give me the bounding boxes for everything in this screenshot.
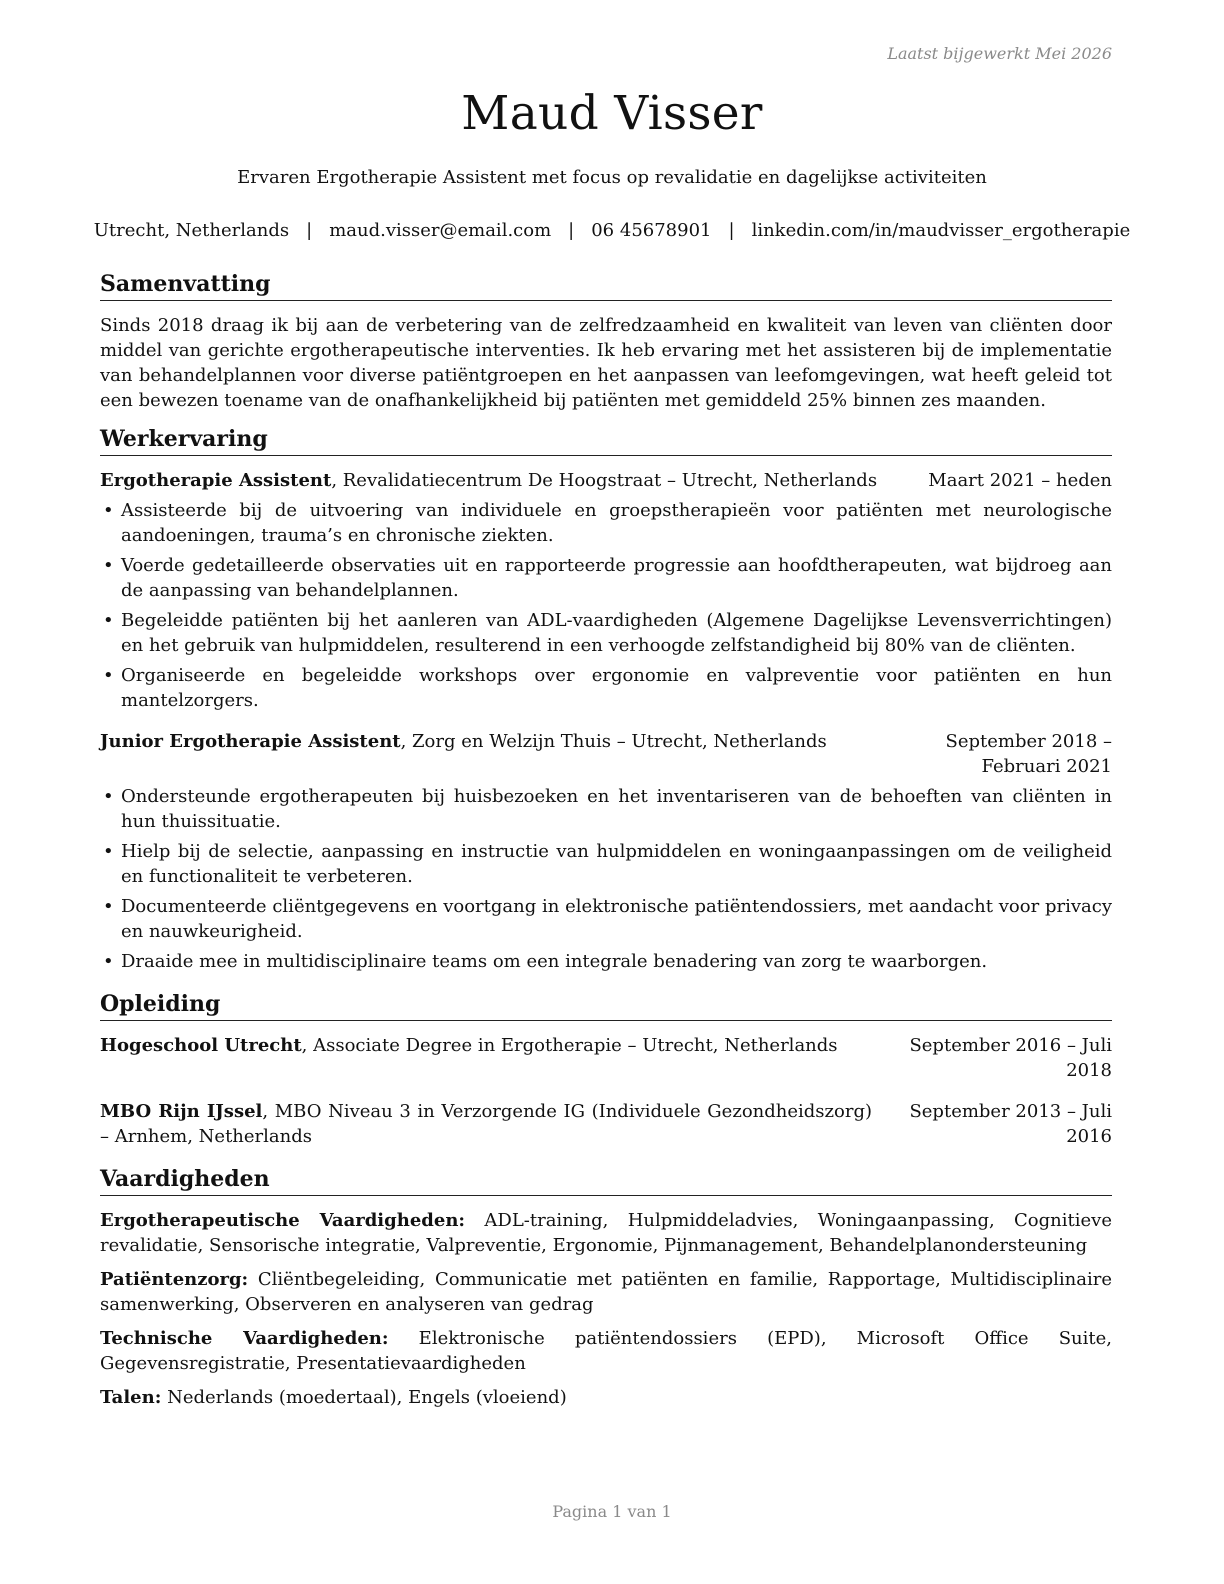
contact-separator: | (728, 220, 735, 241)
skill-group (100, 1267, 1112, 1317)
contact-location: Utrecht, Netherlands (93, 220, 290, 241)
education-title-line (100, 1099, 880, 1149)
skill-group-label: Patiëntenzorg: (100, 1269, 249, 1290)
skill-group-label: Talen: (100, 1387, 162, 1408)
skill-group-label: Ergotherapeutische Vaardigheden: (100, 1210, 466, 1231)
job-bullet: • Draaide mee in multidisciplinaire teams om een integrale benadering van zorg te waarborgen. (100, 949, 1112, 974)
education-dates: September 2013 – Juli 2016 (909, 1101, 1112, 1147)
education-school: MBO Rijn IJssel (100, 1101, 263, 1122)
education-header (100, 1033, 1112, 1083)
job-bullet: • Voerde gedetailleerde observaties uit en rapporteerde progressie aan hoofdtherapeuten, wat bijdroeg aan de aanpassing van behandelplannen. (100, 553, 1112, 603)
education-dates: September 2016 – Juli 2018 (909, 1035, 1112, 1081)
job-title-line (100, 729, 880, 754)
skill-group-label: Technische Vaardigheden: (100, 1328, 389, 1349)
tagline: Ervaren Ergotherapie Assistent met focus op revalidatie en dagelijkse activiteiten (237, 167, 987, 188)
education-entry (100, 1099, 1112, 1149)
job-bullets (100, 784, 1112, 974)
section-title-experience: Werkervaring (100, 425, 1112, 456)
skill-group (100, 1385, 1112, 1410)
resume-body (100, 270, 1112, 1419)
job-bullet: • Ondersteunde ergotherapeuten bij huisbezoeken en het inventariseren van de behoeften van cliënten in hun thuissituatie. (100, 784, 1112, 834)
contact-separator: | (306, 220, 313, 241)
job-bullet: • Hielp bij de selectie, aanpassing en instructie van hulpmiddelen en woningaanpassingen om de veiligheid en functionaliteit te verbeteren. (100, 839, 1112, 889)
education-header (100, 1099, 1112, 1149)
section-title-summary: Samenvatting (100, 270, 1112, 301)
candidate-name: Maud Visser (461, 86, 763, 141)
job-bullet: • Assisteerde bij de uitvoering van individuele en groepstherapieën voor patiënten met neurologische aandoeningen, trauma’s en chronische ziekten. (100, 498, 1112, 548)
contact-phone[interactable]: 06 45678901 (591, 220, 712, 241)
job-organization: , Zorg en Welzijn Thuis – Utrecht, Netherlands (400, 731, 827, 752)
education-entry (100, 1033, 1112, 1083)
skill-group-text: Nederlands (moedertaal), Engels (vloeiend) (161, 1387, 567, 1408)
education-detail: , Associate Degree in Ergotherapie – Utrecht, Netherlands (301, 1035, 838, 1056)
job-bullet: • Organiseerde en begeleidde workshops over ergonomie en valpreventie voor patiënten en hun mantelzorgers. (100, 663, 1112, 713)
section-title-education: Opleiding (100, 990, 1112, 1021)
summary-text: Sinds 2018 draag ik bij aan de verbetering van de zelfredzaamheid en kwaliteit van leven van cliënten door middel van gerichte ergotherapeutische interventies. Ik heb ervaring met het assisteren bij de implementatie van behandelplannen voor diverse patiëntgroepen en het aanpassen van leefomgevingen, wat heeft geleid tot een bewezen toename van de onafhankelijkheid bij patiënten met gemiddeld 25% binnen zes maanden. (100, 315, 1112, 411)
job-bullets (100, 498, 1112, 713)
job-dates: Maart 2021 – heden (928, 470, 1112, 491)
skill-group-text: ADL-training, Hulpmiddeladvies, Woningaanpassing, Cognitieve revalidatie, Sensorische integratie, Valpreventie, Ergonomie, Pijnmanagement, Behandelplanondersteuning (100, 1210, 1112, 1256)
job-organization: , Revalidatiecentrum De Hoogstraat – Utrecht, Netherlands (331, 470, 878, 491)
contact-separator: | (568, 220, 575, 241)
section-title-skills: Vaardigheden (100, 1165, 1112, 1196)
job-role: Ergotherapie Assistent (100, 470, 332, 491)
job-header (100, 729, 1112, 779)
job-bullet: • Documenteerde cliëntgegevens en voortgang in elektronische patiëntendossiers, met aandacht voor privacy en nauwkeurigheid. (100, 894, 1112, 944)
skill-group-text: Elektronische patiëntendossiers (EPD), Microsoft Office Suite, Gegevensregistratie, Presentatievaardigheden (100, 1328, 1112, 1374)
contact-line (0, 220, 1224, 241)
page-number: Pagina 1 van 1 (552, 1502, 672, 1521)
job-role: Junior Ergotherapie Assistent (100, 731, 401, 752)
skill-group (100, 1326, 1112, 1376)
education-detail: , MBO Niveau 3 in Verzorgende IG (Individuele Gezondheidszorg) – Arnhem, Netherlands (100, 1101, 873, 1147)
education-title-line (100, 1033, 880, 1058)
contact-email[interactable]: maud.visser@email.com (329, 220, 552, 241)
education-school: Hogeschool Utrecht (100, 1035, 302, 1056)
job-title-line (100, 468, 928, 493)
contact-linkedin[interactable]: linkedin.com/in/maudvisser_ergotherapie (751, 220, 1131, 241)
job-entry (100, 468, 1112, 713)
skill-group (100, 1208, 1112, 1258)
job-entry (100, 729, 1112, 974)
last-updated: Laatst bijgewerkt Mei 2026 (887, 44, 1112, 63)
job-dates: September 2018 – Februari 2021 (945, 731, 1112, 777)
job-header (100, 468, 1112, 493)
job-bullet: • Begeleidde patiënten bij het aanleren van ADL-vaardigheden (Algemene Dagelijkse Levensverrichtingen) en het gebruik van hulpmiddelen, resulterend in een verhoogde zelfstandigheid bij 80% van de cliënten. (100, 608, 1112, 658)
skill-group-text: Cliëntbegeleiding, Communicatie met patiënten en familie, Rapportage, Multidisciplinaire samenwerking, Observeren en analyseren van gedrag (100, 1269, 1112, 1315)
